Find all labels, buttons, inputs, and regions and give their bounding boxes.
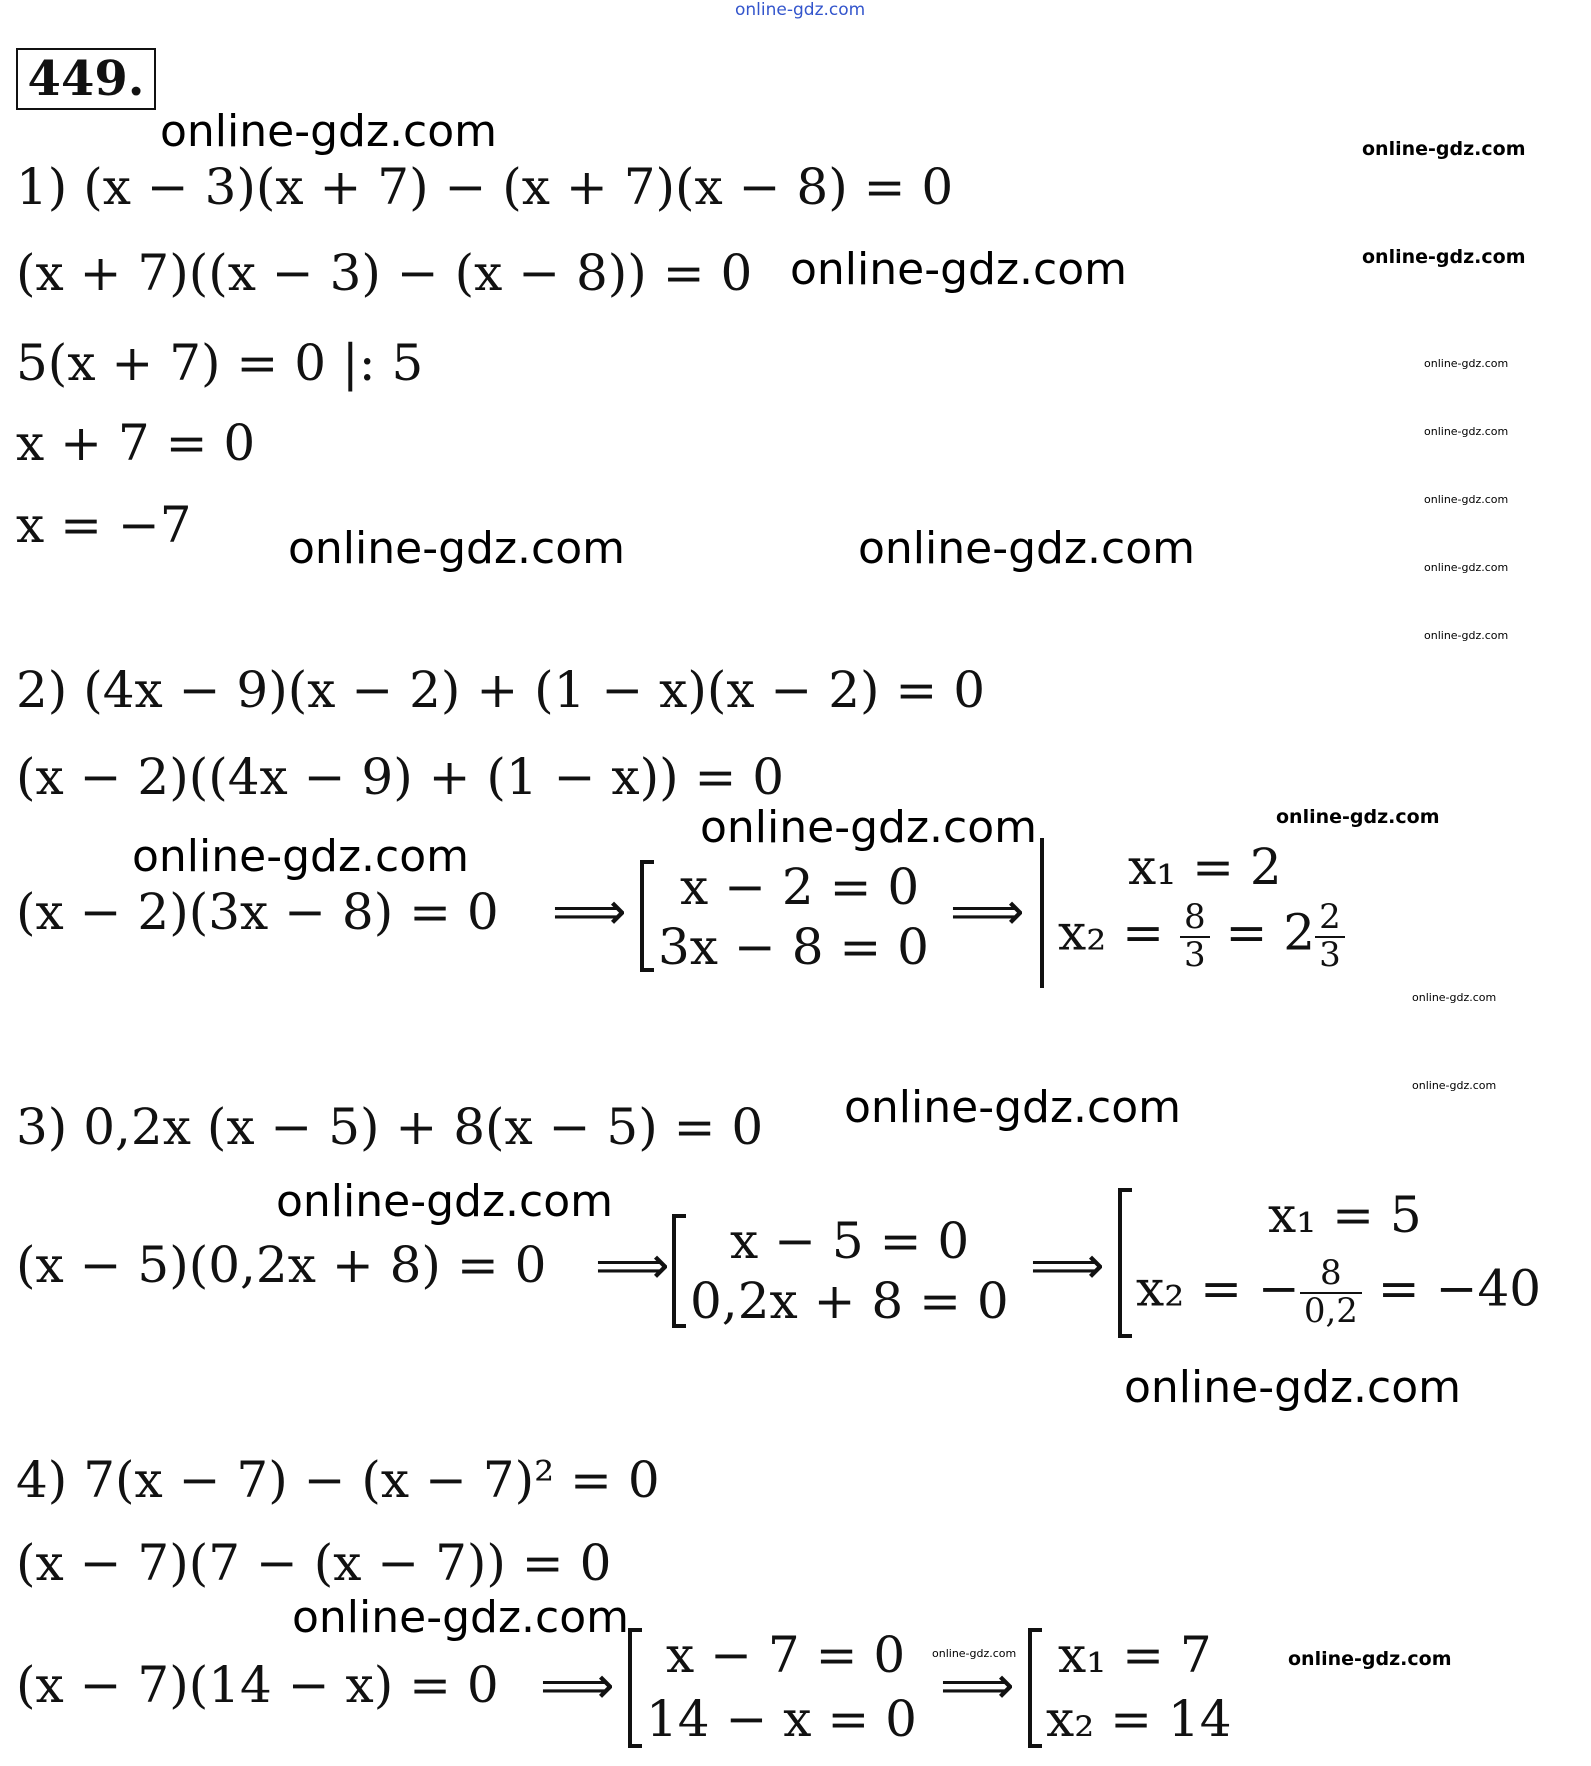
watermark-overlay: online-gdz.com <box>790 244 1128 295</box>
fraction <box>1300 1253 1362 1331</box>
watermark-overlay: online-gdz.com <box>1288 1648 1452 1670</box>
implies-arrow: ⟹ <box>1030 1236 1105 1296</box>
part2-line3: (x − 2)(3x − 8) = 0 <box>16 883 499 941</box>
part1-line4: x + 7 = 0 <box>16 414 256 472</box>
watermark-overlay: online-gdz.com <box>1412 1079 1497 1092</box>
part3-system2 <box>1118 1188 1558 1338</box>
part3-sys1-row2: 0,2x + 8 = 0 <box>690 1272 1009 1330</box>
fraction <box>1315 897 1345 975</box>
watermark-overlay: online-gdz.com <box>1424 425 1509 438</box>
implies-arrow: ⟹ <box>950 882 1025 942</box>
watermark-overlay: online-gdz.com <box>1424 629 1509 642</box>
watermark-overlay: online-gdz.com <box>1424 561 1509 574</box>
watermark-overlay: online-gdz.com <box>858 523 1196 574</box>
implies-arrow: ⟹ <box>595 1236 670 1296</box>
part1-line5: x = −7 <box>16 496 192 554</box>
fraction-denominator: 3 <box>1319 934 1341 975</box>
system-bracket <box>1028 1628 1042 1748</box>
part2-line2: (x − 2)((4x − 9) + (1 − x)) = 0 <box>16 748 785 806</box>
watermark-overlay: online-gdz.com <box>844 1082 1182 1133</box>
watermark-overlay: online-gdz.com <box>1362 246 1526 268</box>
part2-system1 <box>640 858 940 976</box>
watermark-overlay: online-gdz.com <box>1412 991 1497 1004</box>
part2-line1: 2) (4x − 9)(x − 2) + (1 − x)(x − 2) = 0 <box>16 661 986 719</box>
fraction-numerator: 2 <box>1315 900 1345 938</box>
watermark-overlay: online-gdz.com <box>288 523 626 574</box>
part1-line2: (x + 7)((x − 3) − (x − 8)) = 0 <box>16 244 753 302</box>
part3-sys1-row1: x − 5 = 0 <box>730 1212 970 1270</box>
part3-sys2-row1: x₁ = 5 <box>1268 1186 1422 1244</box>
part1-line3: 5(x + 7) = 0 |: 5 <box>16 334 424 392</box>
fraction <box>1180 897 1210 975</box>
part4-line3: (x − 7)(14 − x) = 0 <box>16 1656 499 1714</box>
part3-result: = −40 <box>1361 1259 1542 1318</box>
watermark-overlay: online-gdz.com <box>700 802 1038 853</box>
part2-sys2-row2 <box>1058 897 1345 975</box>
system-bracket <box>672 1214 686 1328</box>
part4-system1 <box>628 1628 938 1748</box>
part2-x2-label: x₂ = <box>1058 903 1180 962</box>
problem-number: 449. <box>16 48 156 110</box>
part3-system1 <box>672 1214 1032 1328</box>
watermark-overlay: online-gdz.com <box>1424 357 1509 370</box>
fraction-numerator: 8 <box>1300 1256 1362 1294</box>
part2-sys1-row1: x − 2 = 0 <box>680 858 920 916</box>
part2-sys1-row2: 3x − 8 = 0 <box>658 918 929 976</box>
system-bracket <box>1040 838 1054 988</box>
watermark-overlay: online-gdz.com <box>160 106 498 157</box>
part4-line2: (x − 7)(7 − (x − 7)) = 0 <box>16 1534 612 1592</box>
part2-system2 <box>1040 838 1400 988</box>
fraction-denominator: 3 <box>1183 934 1206 975</box>
part3-sys2-row2 <box>1136 1253 1542 1331</box>
watermark-overlay: online-gdz.com <box>932 1647 1017 1660</box>
part2-sys2-row1: x₁ = 2 <box>1128 838 1282 896</box>
implies-arrow: ⟹ <box>552 882 627 942</box>
part4-system2 <box>1028 1628 1288 1748</box>
part1-line1: 1) (x − 3)(x + 7) − (x + 7)(x − 8) = 0 <box>16 158 954 216</box>
watermark-overlay: online-gdz.com <box>1124 1362 1462 1413</box>
watermark-overlay: online-gdz.com <box>1362 138 1526 160</box>
fraction-denominator: 0,2 <box>1303 1290 1358 1331</box>
part4-sys1-row2: 14 − x = 0 <box>646 1690 917 1748</box>
watermark-overlay: online-gdz.com <box>276 1176 614 1227</box>
mixed-equals: = 2 <box>1209 903 1316 962</box>
system-bracket <box>1118 1188 1132 1338</box>
implies-arrow: ⟹ <box>940 1656 1015 1716</box>
part3-line1: 3) 0,2x (x − 5) + 8(x − 5) = 0 <box>16 1098 764 1156</box>
part4-line1: 4) 7(x − 7) − (x − 7)² = 0 <box>16 1451 660 1509</box>
watermark-overlay: online-gdz.com <box>1424 493 1509 506</box>
watermark-overlay: online-gdz.com <box>292 1592 630 1643</box>
watermark-top: online-gdz.com <box>735 0 866 20</box>
implies-arrow: ⟹ <box>540 1656 615 1716</box>
part3-line2: (x − 5)(0,2x + 8) = 0 <box>16 1236 547 1294</box>
part3-x2-label: x₂ = − <box>1136 1259 1300 1318</box>
part4-sys2-row1: x₁ = 7 <box>1058 1626 1212 1684</box>
fraction-numerator: 8 <box>1180 900 1210 938</box>
system-bracket <box>628 1628 642 1748</box>
watermark-overlay: online-gdz.com <box>132 831 470 882</box>
part4-sys1-row1: x − 7 = 0 <box>666 1626 906 1684</box>
part4-sys2-row2: x₂ = 14 <box>1046 1690 1232 1748</box>
system-bracket <box>640 860 654 972</box>
watermark-overlay: online-gdz.com <box>1276 806 1440 828</box>
